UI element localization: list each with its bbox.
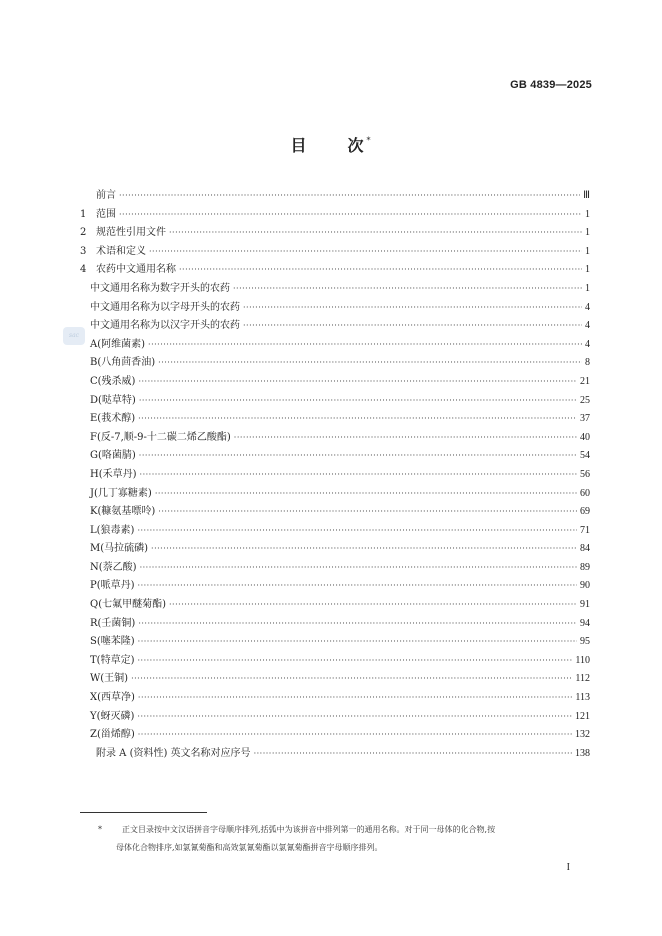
toc-entry[interactable] <box>80 689 590 708</box>
toc-dot-leader <box>119 187 580 206</box>
toc-entry[interactable] <box>80 652 590 671</box>
toc-entry-page: 40 <box>580 431 590 443</box>
toc-entry-title: 术语和定义 <box>96 245 146 257</box>
toc-dot-leader <box>138 633 577 652</box>
toc-entry[interactable] <box>80 503 590 522</box>
toc-entry-title: D(哒草特) <box>90 394 136 406</box>
toc-entry-number: 1 <box>80 208 87 220</box>
footnote-line-1: 正文目录按中文汉语拼音字母顺序排列,括弧中为该拼音中排列第一的通用名称。对于同一母体的化合物,按 <box>122 825 496 834</box>
toc-dot-leader <box>139 392 577 411</box>
toc-entry-page: 1 <box>585 264 590 276</box>
title-char-right: 次 <box>347 136 365 155</box>
toc-entry-title: 附录 A (资料性) 英文名称对应序号 <box>96 747 251 759</box>
toc-dot-leader <box>149 243 582 262</box>
standard-code: GB 4839—2025 <box>510 79 592 91</box>
footnote <box>80 821 592 857</box>
toc-entry-page: 138 <box>575 747 590 759</box>
toc-dot-leader <box>254 745 572 764</box>
toc-entry-title: G(咯菌腈) <box>90 450 136 462</box>
toc-entry-page: 8 <box>585 357 590 369</box>
toc-dot-leader <box>138 615 577 634</box>
toc-entry-title: L(狼毒素) <box>90 524 135 536</box>
toc-entry-page: 37 <box>580 413 590 425</box>
toc-dot-leader <box>148 336 582 355</box>
toc-entry-title: H(禾草丹) <box>90 468 137 480</box>
toc-entry[interactable] <box>80 373 590 392</box>
toc-entry[interactable] <box>80 447 590 466</box>
toc-entry-title: S(噻苯隆) <box>90 636 135 648</box>
toc-entry-page: 54 <box>580 450 590 462</box>
toc-entry[interactable] <box>80 745 590 764</box>
toc-entry-page: 91 <box>580 599 590 611</box>
toc-entry[interactable] <box>80 633 590 652</box>
toc-entry-title: J(几丁寡糖素) <box>90 487 152 499</box>
toc-entry-page: 4 <box>585 301 590 313</box>
toc-entry-title: C(残杀威) <box>90 375 136 387</box>
title-char-left: 目 <box>290 136 308 155</box>
toc-entry[interactable] <box>80 540 590 559</box>
toc-entry-title: W(王铜) <box>90 673 129 685</box>
toc-entry[interactable] <box>80 317 590 336</box>
toc-dot-leader <box>139 447 577 466</box>
toc-dot-leader <box>151 540 577 559</box>
toc-entry[interactable] <box>80 429 590 448</box>
toc-entry-title: 中文通用名称为数字开头的农药 <box>90 282 230 294</box>
toc-entry-title: B(八角茴香油) <box>90 357 156 369</box>
toc-entry-title: M(马拉硫磷) <box>90 543 149 555</box>
toc-entry-page: 95 <box>580 636 590 648</box>
toc-entry-title: X(西草净) <box>90 692 135 704</box>
toc-dot-leader <box>138 410 577 429</box>
toc-entry[interactable] <box>80 243 590 262</box>
toc-entry-page: 121 <box>575 710 590 722</box>
toc-dot-leader <box>140 559 577 578</box>
toc-entry-page: 113 <box>575 692 590 704</box>
toc-dot-leader <box>137 708 572 727</box>
toc-entry[interactable] <box>80 726 590 745</box>
toc-entry-page: 94 <box>580 617 590 629</box>
toc-entry[interactable] <box>80 299 590 318</box>
toc-entry-title: A(阿维菌素) <box>90 338 146 350</box>
toc-entry[interactable] <box>80 261 590 280</box>
toc-dot-leader <box>137 522 577 541</box>
toc-entry-number: 3 <box>80 245 87 257</box>
toc-entry[interactable] <box>80 466 590 485</box>
toc-dot-leader <box>137 652 572 671</box>
page-number: I <box>566 862 570 873</box>
toc-entry-title: K(糠氨基嘌呤) <box>90 506 156 518</box>
toc-entry-page: 1 <box>585 208 590 220</box>
toc-entry-page: 1 <box>585 227 590 239</box>
toc-dot-leader <box>138 726 572 745</box>
toc-entry-page: 1 <box>585 245 590 257</box>
toc-entry-title: 前言 <box>96 190 116 201</box>
toc-entry[interactable] <box>80 410 590 429</box>
toc-entry[interactable] <box>80 596 590 615</box>
toc-entry[interactable] <box>80 187 590 206</box>
toc-entry-page: 4 <box>585 338 590 350</box>
toc-entry-page: 89 <box>580 561 590 573</box>
toc-entry[interactable] <box>80 206 590 225</box>
toc-entry[interactable] <box>80 354 590 373</box>
toc-entry-page: 112 <box>575 673 590 685</box>
footnote-divider <box>80 812 207 813</box>
toc-entry-title: P(哌草丹) <box>90 580 135 592</box>
toc-entry-title: 范围 <box>96 208 116 220</box>
table-of-contents <box>80 187 590 763</box>
toc-entry-page: 4 <box>585 320 590 332</box>
toc-entry[interactable] <box>80 280 590 299</box>
page-title <box>0 133 662 156</box>
toc-entry-title: 中文通用名称为以汉字开头的农药 <box>90 320 240 332</box>
toc-entry-title: Z(甾烯醇) <box>90 729 135 741</box>
toc-entry[interactable] <box>80 522 590 541</box>
toc-entry[interactable] <box>80 224 590 243</box>
toc-entry-page: 132 <box>575 729 590 741</box>
toc-dot-leader <box>138 577 577 596</box>
toc-entry[interactable] <box>80 577 590 596</box>
footnote-line-2: 母体化合物排序,如氯氰菊酯和高效氯氰菊酯以氯氰菊酯拼音字母顺序排列。 <box>116 843 383 852</box>
toc-dot-leader <box>243 317 582 336</box>
toc-entry-page: 21 <box>580 375 590 387</box>
toc-entry-title: 中文通用名称为以字母开头的农药 <box>90 301 240 313</box>
toc-entry-title: 农药中文通用名称 <box>96 264 176 276</box>
toc-entry-page: 110 <box>575 654 590 666</box>
toc-entry-title: Q(七氟甲醚菊酯) <box>90 599 167 611</box>
toc-entry-title: R(壬菌铜) <box>90 617 136 629</box>
toc-dot-leader <box>138 689 572 708</box>
toc-entry[interactable] <box>80 485 590 504</box>
toc-dot-leader <box>179 261 582 280</box>
toc-dot-leader <box>234 429 577 448</box>
toc-entry-page: 25 <box>580 394 590 406</box>
toc-entry-page: Ⅲ <box>583 190 590 201</box>
toc-dot-leader <box>119 206 582 225</box>
title-footnote-mark: * <box>366 136 372 145</box>
toc-entry[interactable] <box>80 336 590 355</box>
toc-entry-title: 规范性引用文件 <box>96 227 166 239</box>
toc-entry-title: T(特草定) <box>90 654 135 666</box>
toc-entry-page: 69 <box>580 506 590 518</box>
toc-dot-leader <box>233 280 582 299</box>
toc-entry-page: 90 <box>580 580 590 592</box>
toc-entry-title: Y(蚜灭磷) <box>90 710 135 722</box>
toc-entry[interactable] <box>80 559 590 578</box>
toc-entry-title: E(莪术醇) <box>90 413 136 425</box>
toc-entry-title: N(萘乙酸) <box>90 561 137 573</box>
toc-entry-page: 84 <box>580 543 590 555</box>
toc-entry-number: 4 <box>80 264 87 276</box>
toc-entry-title: F(反-7,顺-9-十二碳二烯乙酸酯) <box>90 431 231 443</box>
toc-entry-page: 60 <box>580 487 590 499</box>
toc-dot-leader <box>138 373 577 392</box>
toc-entry[interactable] <box>80 708 590 727</box>
toc-dot-leader <box>131 670 572 689</box>
toc-entry[interactable] <box>80 670 590 689</box>
toc-dot-leader <box>158 354 582 373</box>
toc-dot-leader <box>158 503 577 522</box>
toc-entry-page: 56 <box>580 468 590 480</box>
toc-dot-leader <box>169 224 582 243</box>
toc-entry-page: 1 <box>585 282 590 294</box>
toc-dot-leader <box>169 596 577 615</box>
toc-dot-leader <box>155 485 577 504</box>
toc-dot-leader <box>140 466 577 485</box>
toc-entry[interactable] <box>80 392 590 411</box>
toc-entry-number: 2 <box>80 227 87 239</box>
toc-dot-leader <box>243 299 582 318</box>
toc-entry[interactable] <box>80 615 590 634</box>
watermark-logo: sac <box>63 327 85 345</box>
toc-entry-page: 71 <box>580 524 590 536</box>
footnote-mark: * <box>98 825 102 834</box>
